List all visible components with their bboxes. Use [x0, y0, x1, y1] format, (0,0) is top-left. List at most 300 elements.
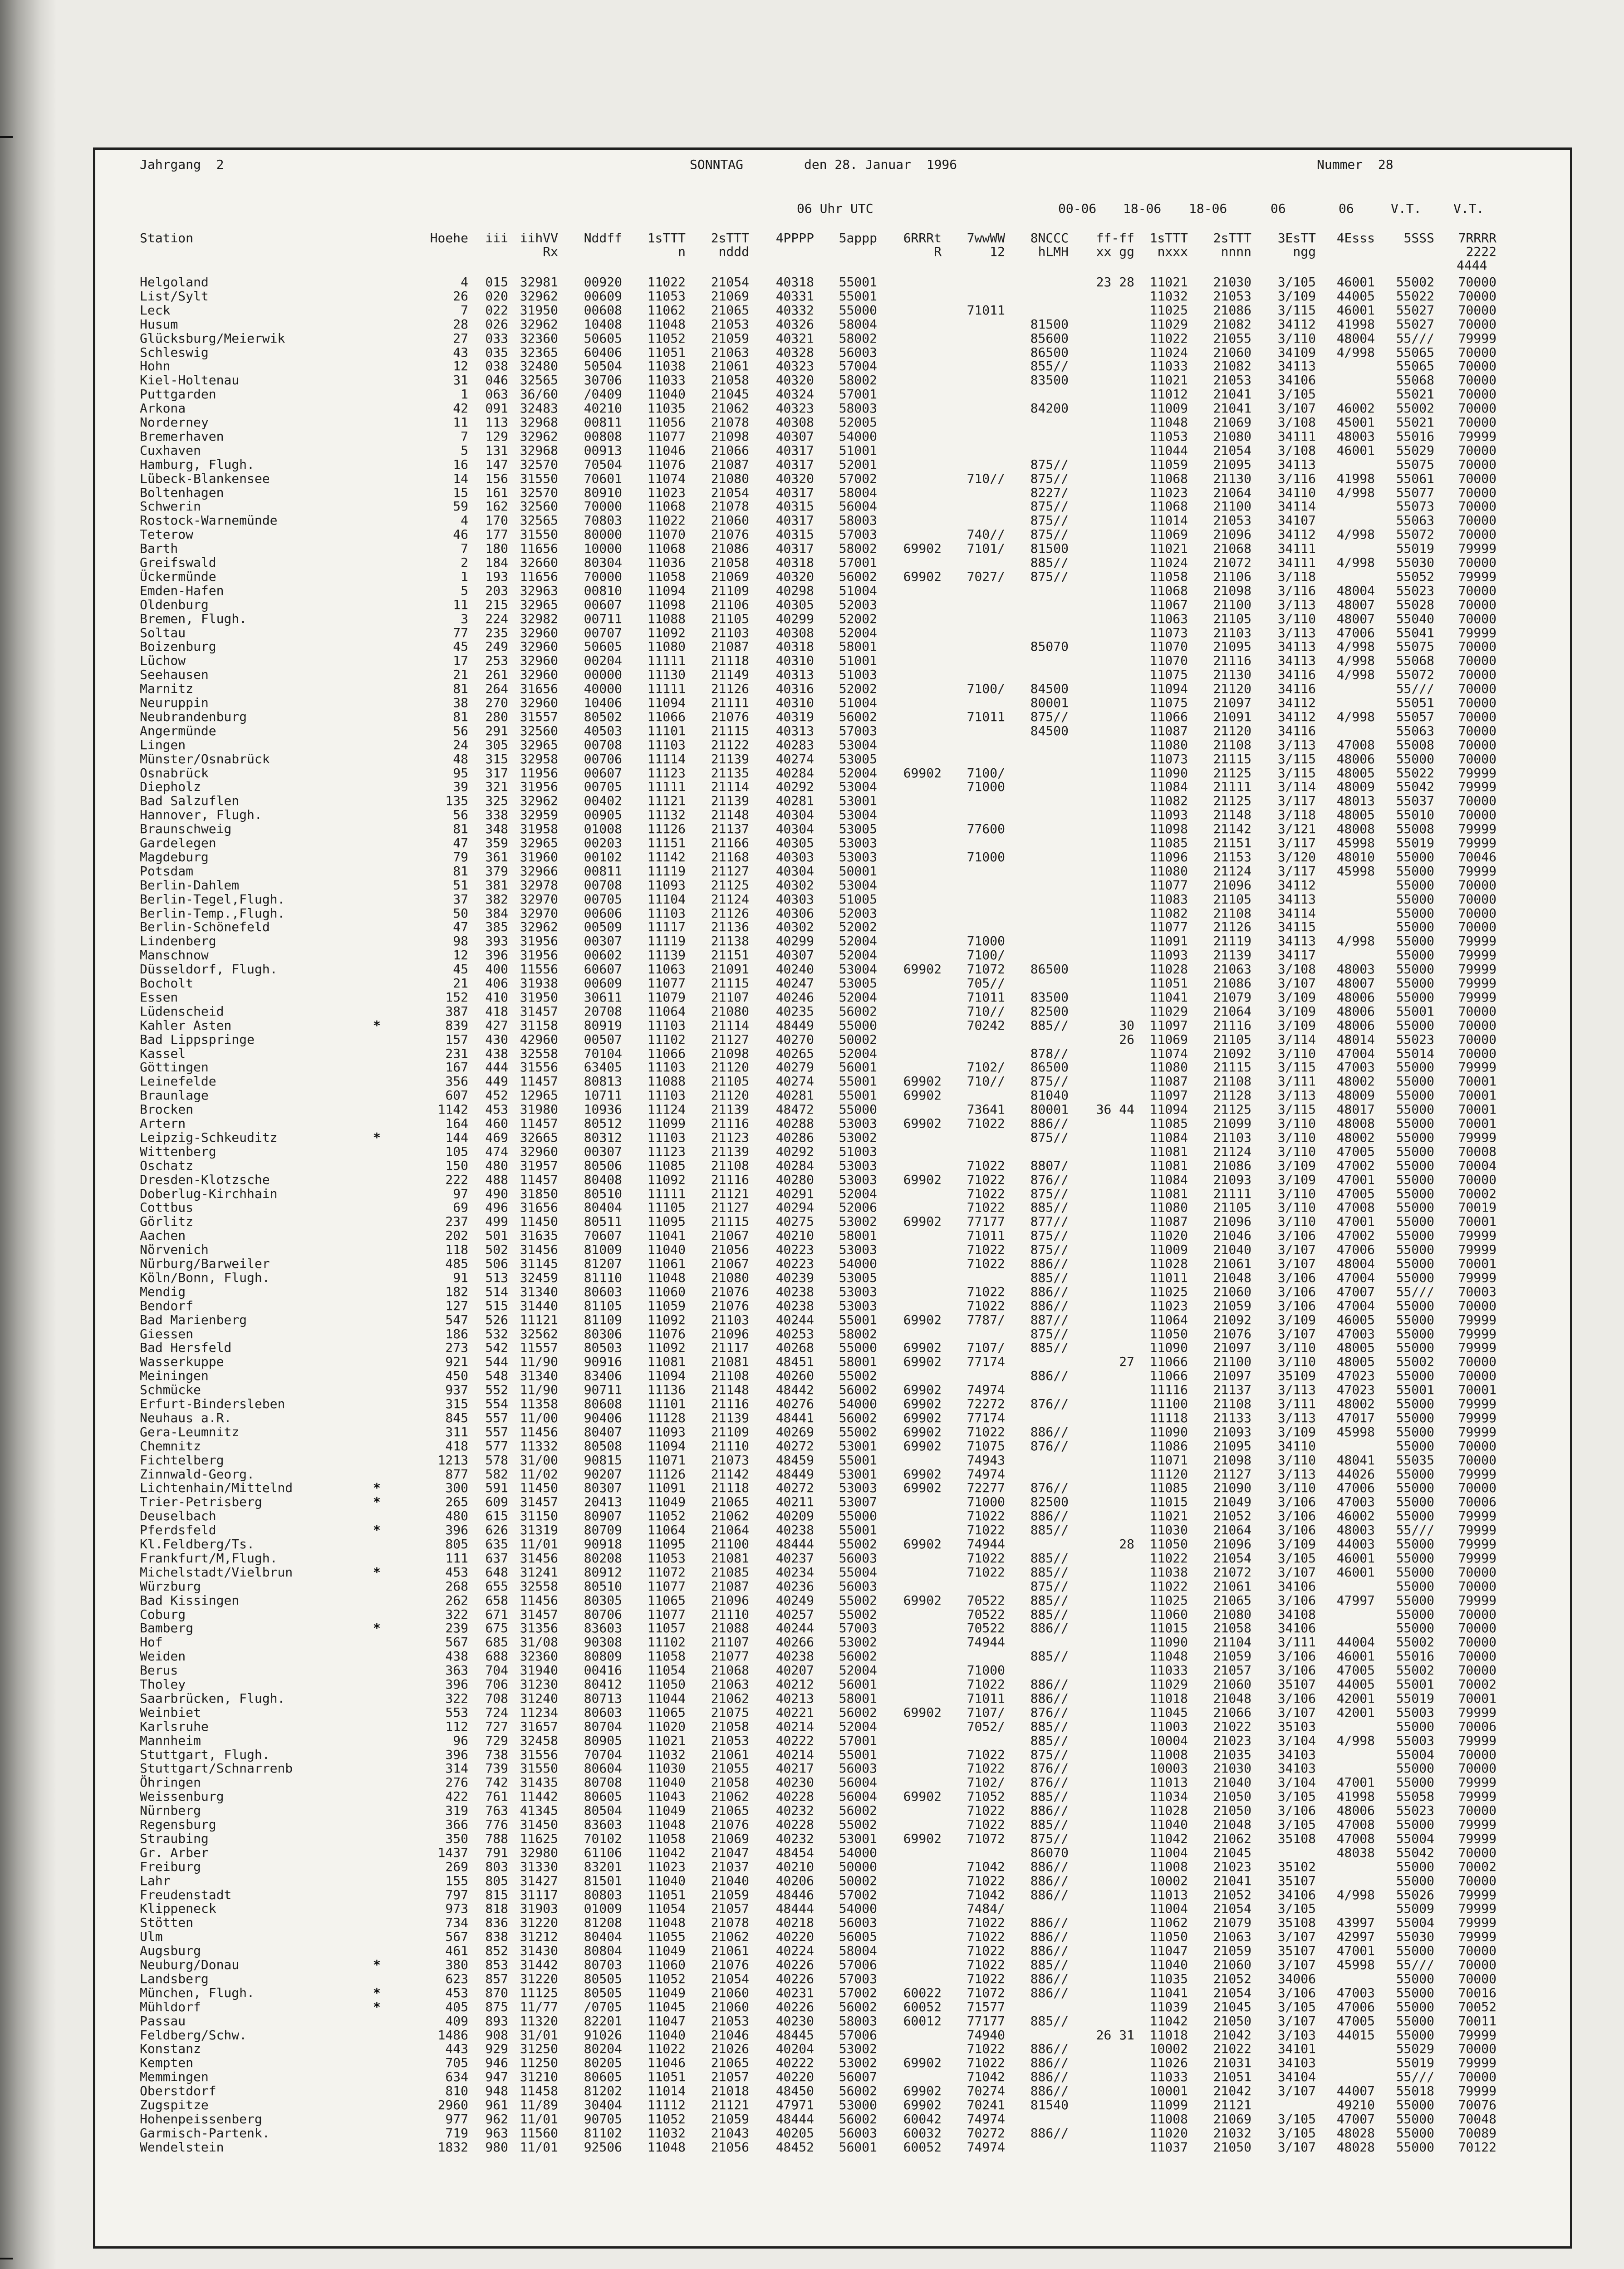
table-cell: 51004	[839, 583, 877, 598]
table-cell: 57004	[839, 359, 877, 373]
table-cell: 82201	[584, 2014, 622, 2028]
table-cell: 55021	[1396, 415, 1434, 430]
table-cell: 69902	[903, 1382, 942, 1397]
table-cell: 45	[453, 962, 468, 977]
table-cell: 41998	[1336, 1789, 1375, 1804]
table-cell: 184	[485, 555, 508, 570]
table-cell: 40317	[775, 513, 814, 528]
table-cell: 11094	[1149, 1102, 1188, 1117]
table-cell: 58003	[839, 2014, 877, 2028]
table-cell: 12965	[520, 1088, 558, 1103]
table-cell: 3/106	[1277, 1663, 1316, 1678]
table-cell: 11020	[1149, 2126, 1188, 2141]
table-cell: 31230	[520, 1677, 558, 1692]
table-cell: 31356	[520, 1621, 558, 1635]
table-cell: 21064	[711, 1522, 749, 1537]
table-cell: 55000	[1396, 1593, 1434, 1608]
table-cell: 31958	[520, 821, 558, 836]
table-cell: 32558	[520, 1579, 558, 1594]
table-cell: 71000	[967, 779, 1005, 794]
table-cell: 47001	[1336, 1172, 1375, 1187]
table-cell: 876//	[1030, 1480, 1069, 1495]
weather-report-sheet	[93, 147, 1572, 2249]
table-cell: 21118	[711, 653, 749, 668]
table-cell: 40279	[775, 1060, 814, 1075]
table-cell: 56001	[839, 2140, 877, 2155]
table-cell: 10003	[1149, 1761, 1188, 1776]
table-cell: 40310	[775, 695, 814, 710]
table-cell: 11092	[647, 1172, 686, 1187]
table-cell: 3/105	[1277, 1901, 1316, 1916]
table-cell: 11087	[1149, 1214, 1188, 1229]
col-group-00-06: 00-06	[1058, 201, 1097, 216]
table-cell: 21075	[711, 1705, 749, 1720]
table-cell: 3/110	[1277, 1130, 1316, 1145]
table-cell: 69902	[903, 1705, 942, 1720]
table-cell: 264	[485, 681, 508, 696]
table-cell: 11022	[1149, 331, 1188, 346]
table-cell: 71022	[967, 1873, 1005, 1888]
table-cell: 11048	[647, 2140, 686, 2155]
table-cell: 21078	[711, 499, 749, 514]
table-cell: 56004	[839, 499, 877, 514]
table-cell: 70000	[1458, 1172, 1496, 1187]
table-cell: 40269	[775, 1424, 814, 1439]
table-cell: 53004	[839, 962, 877, 977]
table-cell: 42997	[1336, 1929, 1375, 1944]
table-cell: 3/106	[1277, 1803, 1316, 1818]
table-cell: 11015	[1149, 1494, 1188, 1509]
table-cell: 3/110	[1277, 1186, 1316, 1201]
table-cell: 7	[461, 541, 468, 556]
table-cell: 44004	[1336, 1635, 1375, 1650]
table-cell: 11094	[647, 583, 686, 598]
table-cell: 48006	[1336, 990, 1375, 1005]
table-cell: 26	[453, 289, 468, 304]
table-cell: 11044	[1149, 443, 1188, 458]
table-cell: 48	[453, 751, 468, 766]
table-cell: 40313	[775, 667, 814, 682]
table-cell: 21166	[711, 835, 749, 850]
table-cell: 55000	[1396, 1312, 1434, 1327]
table-cell: 21050	[1213, 2140, 1251, 2155]
table-cell: 21078	[711, 1915, 749, 1930]
table-cell: 47001	[1336, 1943, 1375, 1958]
station-name: Würzburg	[140, 1579, 201, 1594]
table-cell: 77174	[967, 1410, 1005, 1425]
table-cell: 10004	[1149, 1733, 1188, 1748]
table-cell: 52004	[839, 933, 877, 948]
table-cell: 21065	[711, 303, 749, 318]
table-cell: 11450	[520, 1214, 558, 1229]
table-cell: 11058	[1149, 569, 1188, 584]
station-name: Bad Lippspringe	[140, 1032, 255, 1047]
table-cell: 31/08	[520, 1635, 558, 1650]
station-name: Weiden	[140, 1649, 186, 1664]
table-cell: 21087	[711, 639, 749, 654]
table-cell: 3/109	[1277, 1004, 1316, 1019]
table-cell: 315	[445, 1396, 468, 1411]
table-cell: 763	[485, 1803, 508, 1818]
table-cell: 40303	[775, 850, 814, 864]
table-cell: 45	[453, 639, 468, 654]
table-cell: 21072	[1213, 1565, 1251, 1580]
table-cell: 48014	[1336, 1032, 1375, 1047]
table-cell: 81202	[584, 2083, 622, 2098]
table-cell: 55068	[1396, 373, 1434, 388]
table-cell: 00203	[584, 835, 622, 850]
table-cell: 55019	[1396, 1691, 1434, 1706]
table-cell: 21068	[711, 1663, 749, 1678]
table-cell: 91026	[584, 2028, 622, 2043]
table-cell: 265	[445, 1494, 468, 1509]
table-cell: 11084	[1149, 1130, 1188, 1145]
station-name: Emden-Hafen	[140, 583, 224, 598]
table-cell: 69902	[903, 1214, 942, 1229]
table-cell: 11040	[1149, 1957, 1188, 1972]
table-cell: 21148	[711, 807, 749, 822]
table-cell: 380	[445, 1957, 468, 1972]
table-cell: 55000	[1396, 1508, 1434, 1523]
table-cell: 31960	[520, 850, 558, 864]
table-cell: 11234	[520, 1705, 558, 1720]
table-cell: 3/106	[1277, 1494, 1316, 1509]
station-name: Marnitz	[140, 681, 194, 696]
table-cell: 4/998	[1336, 527, 1375, 542]
table-cell: 3/109	[1277, 1172, 1316, 1187]
table-cell: 46001	[1336, 275, 1375, 290]
table-cell: 70000	[584, 569, 622, 584]
table-cell: 55063	[1396, 723, 1434, 738]
table-cell: 53003	[839, 1172, 877, 1187]
table-cell: 363	[445, 1663, 468, 1678]
table-cell: 480	[445, 1508, 468, 1523]
report-date: den 28. Januar 1996	[804, 157, 957, 172]
table-cell: 69902	[903, 1789, 942, 1804]
table-cell: 71011	[967, 1228, 1005, 1243]
table-cell: 55000	[1396, 2028, 1434, 2043]
table-cell: 55042	[1396, 1845, 1434, 1860]
table-cell: 111	[445, 1551, 468, 1566]
table-cell: 21103	[1213, 1130, 1251, 1145]
table-cell: 70001	[1458, 1074, 1496, 1089]
table-cell: 92506	[584, 2140, 622, 2155]
table-cell: 50001	[839, 864, 877, 879]
table-cell: 58003	[839, 513, 877, 528]
table-cell: 3/114	[1277, 1032, 1316, 1047]
table-cell: 11077	[1149, 878, 1188, 893]
table-cell: 11082	[1149, 906, 1188, 921]
table-cell: 31450	[520, 1817, 558, 1832]
table-cell: 3/106	[1277, 1649, 1316, 1664]
station-name: Zinnwald-Georg.	[140, 1467, 255, 1482]
table-cell: 55000	[1396, 1971, 1434, 1986]
table-cell: 876//	[1030, 1775, 1069, 1790]
table-cell: 55///	[1396, 1957, 1434, 1972]
table-cell: 21065	[711, 1803, 749, 1818]
table-cell: 21105	[711, 611, 749, 626]
table-cell: 3/109	[1277, 1424, 1316, 1439]
table-cell: 79999	[1458, 1593, 1496, 1608]
table-cell: 81	[453, 681, 468, 696]
table-cell: 81	[453, 864, 468, 879]
table-cell: 79999	[1458, 1340, 1496, 1355]
station-name: Saarbrücken, Flugh.	[140, 1691, 285, 1706]
col-group-18-06a: 18-06	[1123, 201, 1162, 216]
table-cell: 00905	[584, 807, 622, 822]
table-cell: 52004	[839, 766, 877, 781]
table-cell: 80407	[584, 1424, 622, 1439]
table-cell: 79999	[1458, 1326, 1496, 1341]
col-group-06a: 06	[1271, 201, 1286, 216]
table-cell: 396	[445, 1677, 468, 1692]
table-cell: 52004	[839, 625, 877, 640]
table-cell: 79999	[1458, 821, 1496, 836]
table-cell: 1	[461, 387, 468, 402]
table-cell: 11021	[647, 1733, 686, 1748]
table-cell: 48041	[1336, 1453, 1375, 1468]
table-cell: 70002	[1458, 1677, 1496, 1692]
table-cell: 3/106	[1277, 1298, 1316, 1313]
table-cell: 70000	[1458, 471, 1496, 486]
table-cell: 55000	[1396, 1985, 1434, 2000]
table-cell: /0705	[584, 1999, 622, 2014]
table-cell: 55001	[839, 1088, 877, 1103]
table-cell: 675	[485, 1621, 508, 1635]
table-cell: 11103	[647, 737, 686, 752]
table-cell: 48028	[1336, 2126, 1375, 2141]
table-cell: 3/105	[1277, 2126, 1316, 2141]
station-name: Hof	[140, 1635, 163, 1650]
table-cell: 70104	[584, 1046, 622, 1061]
table-cell: 45998	[1336, 864, 1375, 879]
table-cell: 31457	[520, 1004, 558, 1019]
table-cell: 31850	[520, 1186, 558, 1201]
table-cell: 21127	[711, 1200, 749, 1215]
table-cell: 11093	[1149, 807, 1188, 822]
table-cell: 21096	[1213, 1214, 1251, 1229]
table-cell: 40321	[775, 331, 814, 346]
table-cell: 55000	[1396, 1775, 1434, 1790]
table-cell: 70000	[1458, 597, 1496, 612]
table-cell: 55000	[1396, 962, 1434, 977]
table-cell: 21124	[711, 892, 749, 907]
table-cell: 55000	[1396, 1116, 1434, 1131]
table-cell: 48002	[1336, 1396, 1375, 1411]
table-cell: 046	[485, 373, 508, 388]
table-cell: 11048	[1149, 1649, 1188, 1664]
table-cell: 11104	[647, 892, 686, 907]
table-cell: 11052	[647, 331, 686, 346]
table-cell: 48444	[775, 1901, 814, 1916]
table-cell: 21128	[1213, 1088, 1251, 1103]
table-cell: 11022	[647, 275, 686, 290]
table-cell: 46002	[1336, 401, 1375, 416]
station-name: Lüchow	[140, 653, 186, 668]
table-cell: 71022	[967, 1284, 1005, 1299]
table-cell: 69902	[903, 1088, 942, 1103]
station-name: Essen	[140, 990, 178, 1005]
station-name: Freiburg	[140, 1859, 201, 1874]
table-cell: 262	[445, 1593, 468, 1608]
table-cell: 60032	[903, 2126, 942, 2141]
table-cell: 40253	[775, 1326, 814, 1341]
table-cell: 55030	[1396, 555, 1434, 570]
table-cell: 70272	[967, 2126, 1005, 2141]
table-cell: 156	[485, 471, 508, 486]
table-cell: 21054	[1213, 443, 1251, 458]
station-name: Cuxhaven	[140, 443, 201, 458]
table-cell: 48472	[775, 1102, 814, 1117]
table-cell: 55000	[1396, 1396, 1434, 1411]
table-cell: 11058	[647, 569, 686, 584]
table-cell: 21097	[1213, 1368, 1251, 1383]
table-cell: 315	[485, 751, 508, 766]
table-cell: 40318	[775, 639, 814, 654]
table-cell: 21105	[1213, 892, 1251, 907]
table-cell: 80704	[584, 1719, 622, 1734]
table-cell: 40315	[775, 527, 814, 542]
table-cell: 71022	[967, 1747, 1005, 1762]
table-cell: 55040	[1396, 611, 1434, 626]
table-cell: 40310	[775, 653, 814, 668]
table-cell: 150	[445, 1158, 468, 1173]
table-cell: 80910	[584, 485, 622, 500]
station-name: Kassel	[140, 1046, 186, 1061]
table-cell: 70000	[1458, 1354, 1496, 1369]
table-cell: 11102	[647, 1032, 686, 1047]
table-cell: 70008	[1458, 1144, 1496, 1159]
table-cell: 32962	[520, 317, 558, 332]
table-cell: 11048	[647, 317, 686, 332]
table-cell: 11442	[520, 1789, 558, 1804]
table-cell: 32960	[520, 695, 558, 710]
table-cell: 803	[485, 1859, 508, 1874]
table-cell: 886//	[1030, 1859, 1069, 1874]
table-cell: 86500	[1030, 962, 1069, 977]
table-cell: 31212	[520, 1929, 558, 1944]
table-cell: 11	[453, 597, 468, 612]
table-cell: 11096	[1149, 850, 1188, 864]
table-cell: 90207	[584, 1467, 622, 1482]
table-cell: 515	[485, 1298, 508, 1313]
table-cell: 11119	[647, 933, 686, 948]
table-cell: 946	[485, 2055, 508, 2070]
station-name: Passau	[140, 2014, 186, 2028]
table-cell: 21060	[711, 1999, 749, 2014]
table-cell: 81	[453, 709, 468, 724]
station-name: Tholey	[140, 1677, 186, 1692]
table-cell: 21106	[1213, 569, 1251, 584]
table-cell: 21086	[1213, 1158, 1251, 1173]
table-cell: 69902	[903, 1593, 942, 1608]
table-cell: 740//	[967, 527, 1005, 542]
table-cell: 21022	[1213, 1719, 1251, 1734]
table-cell: 55///	[1396, 1284, 1434, 1299]
table-cell: 32982	[520, 611, 558, 626]
table-cell: 55029	[1396, 2041, 1434, 2056]
table-cell: 32965	[520, 737, 558, 752]
table-cell: 32962	[520, 919, 558, 934]
table-cell: 11105	[647, 1200, 686, 1215]
table-cell: 11067	[1149, 597, 1188, 612]
table-cell: 46001	[1336, 443, 1375, 458]
table-cell: 71011	[967, 1691, 1005, 1706]
table-cell: 55016	[1396, 1649, 1434, 1664]
column-code: Hoehe	[430, 231, 468, 246]
table-cell: 11079	[647, 990, 686, 1005]
table-cell: 21	[453, 667, 468, 682]
table-cell: 11080	[1149, 737, 1188, 752]
station-name: Straubing	[140, 1831, 209, 1846]
table-cell: 70001	[1458, 1116, 1496, 1131]
table-cell: 239	[445, 1621, 468, 1635]
table-cell: 21110	[711, 1607, 749, 1622]
table-cell: 71022	[967, 1565, 1005, 1580]
table-cell: 886//	[1030, 1298, 1069, 1313]
table-cell: 11080	[1149, 1060, 1188, 1075]
station-name: Hohenpeissenberg	[140, 2112, 262, 2127]
table-cell: 55000	[1396, 1214, 1434, 1229]
table-cell: 11041	[647, 1228, 686, 1243]
table-cell: 885//	[1030, 1565, 1069, 1580]
table-cell: 514	[485, 1284, 508, 1299]
table-cell: 350	[445, 1831, 468, 1846]
table-cell: 11093	[647, 878, 686, 893]
table-cell: 69902	[903, 2055, 942, 2070]
table-cell: 00810	[584, 583, 622, 598]
table-cell: 44003	[1336, 1537, 1375, 1552]
table-cell: 21060	[711, 513, 749, 528]
table-cell: 32963	[520, 583, 558, 598]
station-name: Lingen	[140, 737, 186, 752]
table-cell: 727	[485, 1719, 508, 1734]
table-cell: 70089	[1458, 2126, 1496, 2141]
table-cell: 69902	[903, 1480, 942, 1495]
table-cell: 79999	[1458, 1508, 1496, 1523]
station-name: Köln/Bonn, Flugh.	[140, 1270, 270, 1285]
table-cell: 11020	[1149, 1228, 1188, 1243]
table-cell: 55002	[1396, 275, 1434, 290]
station-name: Nürnberg	[140, 1803, 201, 1818]
table-cell: 21058	[711, 373, 749, 388]
table-cell: 79999	[1458, 2083, 1496, 2098]
table-cell: 59	[453, 499, 468, 514]
table-cell: 45998	[1336, 1957, 1375, 1972]
table-cell: 71022	[967, 1256, 1005, 1271]
table-cell: 3/105	[1277, 1817, 1316, 1832]
table-cell: 855//	[1030, 359, 1069, 373]
table-cell: 21151	[1213, 835, 1251, 850]
station-name: Freudenstadt	[140, 1887, 232, 1902]
table-cell: 885//	[1030, 1340, 1069, 1355]
station-name: Fichtelberg	[140, 1453, 224, 1468]
table-cell: 55000	[1396, 1761, 1434, 1776]
table-cell: 977	[445, 2112, 468, 2127]
table-cell: 16	[453, 457, 468, 472]
station-name: Bad Marienberg	[140, 1312, 247, 1327]
mountain-station-marker: *	[373, 1494, 381, 1509]
table-cell: 40223	[775, 1256, 814, 1271]
table-cell: 237	[445, 1214, 468, 1229]
table-cell: 69902	[903, 1831, 942, 1846]
table-cell: 74974	[967, 2112, 1005, 2127]
mountain-station-marker: *	[373, 1565, 381, 1580]
station-name: Boizenburg	[140, 639, 216, 654]
table-cell: 11656	[520, 569, 558, 584]
table-cell: 788	[485, 1831, 508, 1846]
table-cell: 7100/	[967, 766, 1005, 781]
